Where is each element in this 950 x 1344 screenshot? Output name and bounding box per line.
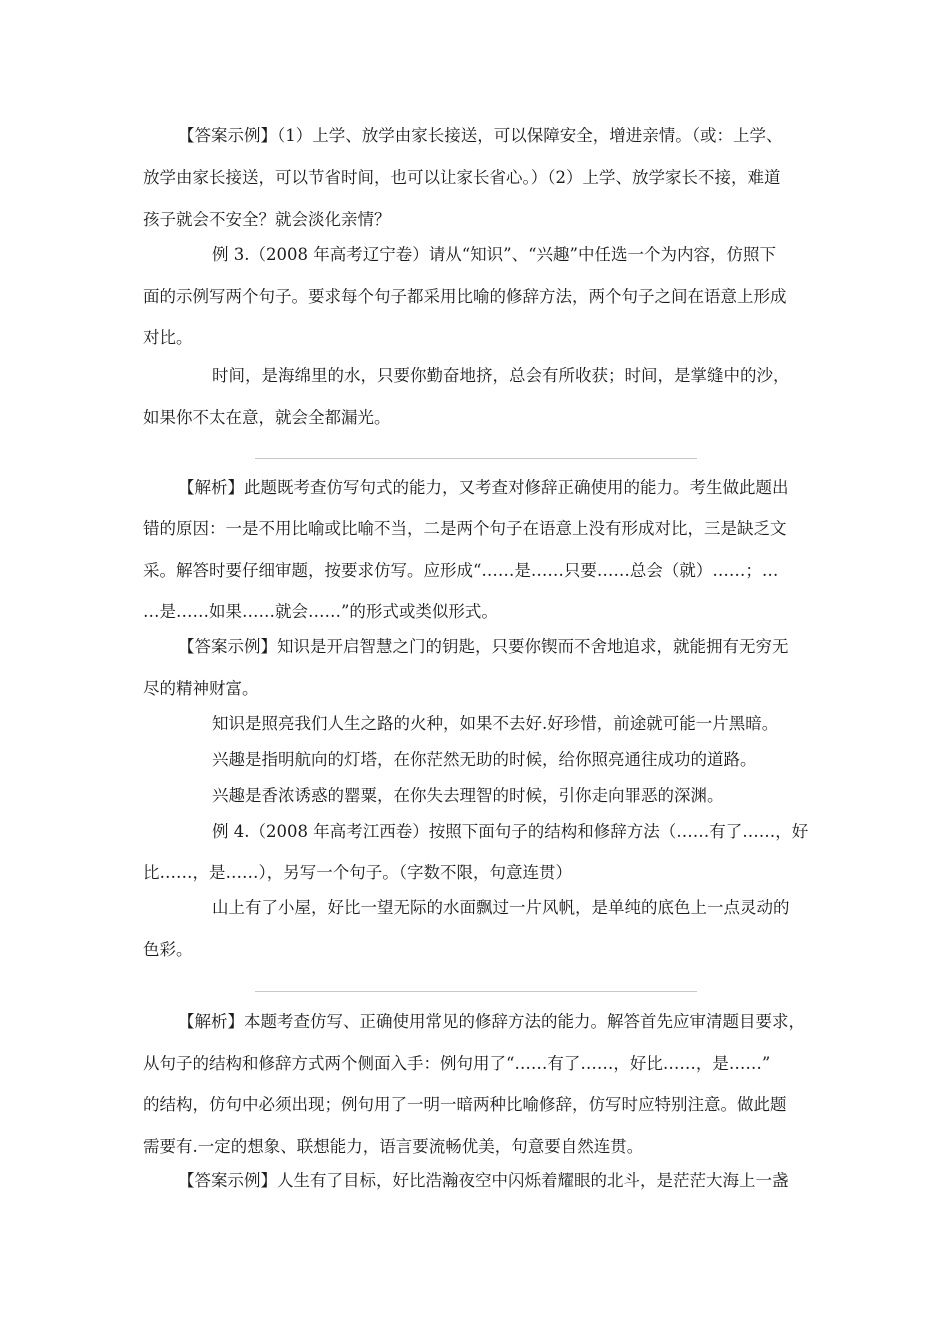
analysis-2-line-2: 从句子的结构和修辞方式两个侧面入手：例句用了“……有了……，好比……，是……” xyxy=(143,1054,771,1073)
answer-example-line-2: 放学由家长接送，可以节省时间，也可以让家长省心。）（2）上学、放学家长不接，难道 xyxy=(143,168,781,187)
analysis-2-line-4: 需要有.一定的想象、联想能力，语言要流畅优美，句意要自然连贯。 xyxy=(143,1137,644,1156)
example-4-line-2: 比……，是……），另写一个句子。（字数不限，句意连贯） xyxy=(143,863,572,882)
example-3-line-1: 例 3.（2008 年高考辽宁卷）请从“知识”、“兴趣”中任选一个为内容，仿照下 xyxy=(212,245,776,264)
answer-example-2-line-1: 【答案示例】知识是开启智慧之门的钥匙，只要你锲而不舍地追求，就能拥有无穷无 xyxy=(178,637,789,656)
example-3-line-3: 对比。 xyxy=(143,328,193,347)
analysis-1-line-1: 【解析】此题既考查仿写句式的能力，又考查对修辞正确使用的能力。考生做此题出 xyxy=(178,478,789,497)
analysis-1-line-3: 采。解答时要仔细审题，按要求仿写。应形成“……是……只要……总会（就）……；… xyxy=(143,561,779,580)
example-4-line-1: 例 4.（2008 年高考江西卷）按照下面句子的结构和修辞方法（……有了……，好 xyxy=(212,822,809,841)
answer-example-2-line-2: 尽的精神财富。 xyxy=(143,679,259,698)
answer-sentence-interest-2: 兴趣是香浓诱惑的罂粟，在你失去理智的时候，引你走向罪恶的深渊。 xyxy=(212,786,724,805)
answer-example-3-line-1: 【答案示例】人生有了目标，好比浩瀚夜空中闪烁着耀眼的北斗，是茫茫大海上一盏 xyxy=(178,1171,789,1190)
example-3-line-2: 面的示例写两个句子。要求每个句子都采用比喻的修辞方法，两个句子之间在语意上形成 xyxy=(143,287,787,306)
answer-example-line-3: 孩子就会不安全？就会淡化亲情？ xyxy=(143,210,391,229)
divider xyxy=(255,991,697,992)
analysis-1-line-2: 错的原因：一是不用比喻或比喻不当，二是两个句子在语意上没有形成对比，三是缺乏文 xyxy=(143,519,787,538)
answer-sentence-knowledge: 知识是照亮我们人生之路的火种，如果不去好.好珍惜，前途就可能一片黑暗。 xyxy=(212,714,779,733)
answer-example-line-1: 【答案示例】（1）上学、放学由家长接送，可以保障安全，增进亲情。（或：上学、 xyxy=(178,126,783,145)
analysis-2-line-1: 【解析】本题考查仿写、正确使用常见的修辞方法的能力。解答首先应审清题目要求， xyxy=(178,1012,805,1031)
sample-sentence-line-2: 如果你不太在意，就会全都漏光。 xyxy=(143,408,391,427)
analysis-2-line-3: 的结构，仿句中必须出现；例句用了一明一暗两种比喻修辞，仿写时应特别注意。做此题 xyxy=(143,1095,787,1114)
example-4-sentence-line-1: 山上有了小屋，好比一望无际的水面飘过一片风帆，是单纯的底色上一点灵动的 xyxy=(212,898,790,917)
divider xyxy=(255,458,697,459)
sample-sentence-line-1: 时间，是海绵里的水，只要你勤奋地挤，总会有所收获；时间，是掌缝中的沙， xyxy=(212,366,790,385)
analysis-1-line-4: …是……如果……就会……”的形式或类似形式。 xyxy=(143,602,498,621)
answer-sentence-interest-1: 兴趣是指明航向的灯塔，在你茫然无助的时候，给你照亮通往成功的道路。 xyxy=(212,750,757,769)
example-4-sentence-line-2: 色彩。 xyxy=(143,940,193,959)
